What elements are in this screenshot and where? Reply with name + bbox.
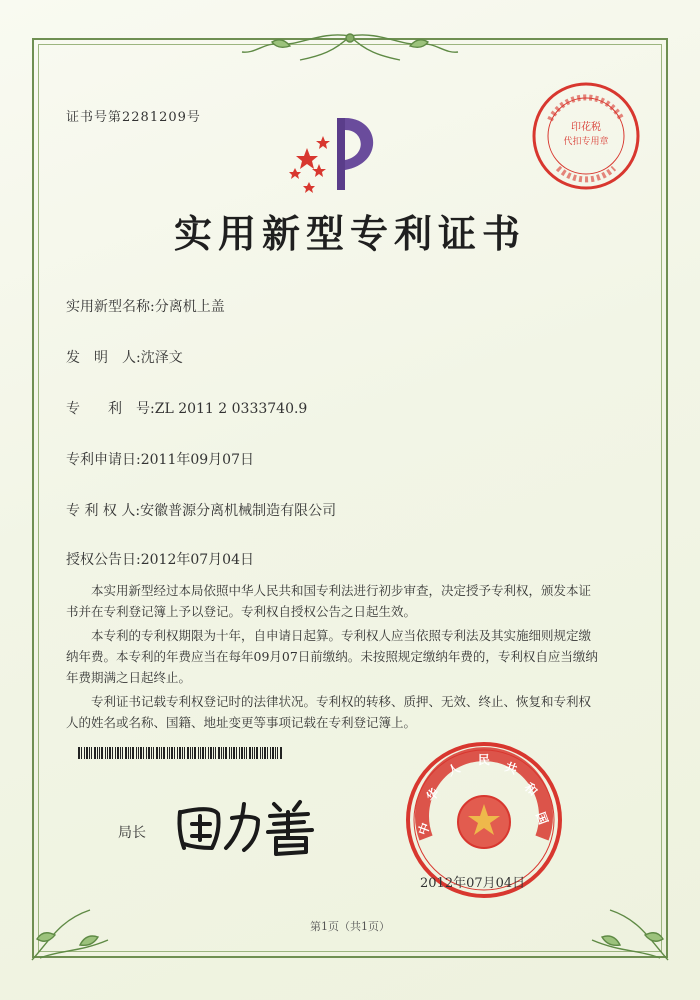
svg-text:印花税: 印花税 <box>571 122 601 133</box>
barcode-bar <box>239 747 240 759</box>
svg-text:中: 中 <box>415 820 433 838</box>
barcode-bar <box>163 747 165 759</box>
patentee-label: 专 利 权 人: <box>66 503 141 519</box>
patentee-value: 安徽普源分离机械制造有限公司 <box>140 503 337 519</box>
barcode-bar <box>125 747 127 759</box>
patent-office-logo <box>285 108 395 198</box>
top-ornament <box>230 26 470 86</box>
barcode-bar <box>81 747 82 759</box>
barcode-bar <box>153 747 154 759</box>
patentee-field <box>66 500 336 520</box>
barcode-bar <box>146 747 147 759</box>
barcode-bar <box>280 747 282 759</box>
barcode-bar <box>233 747 235 759</box>
application-date-value: 2011年09月07日 <box>140 452 254 468</box>
barcode-bar <box>117 747 119 759</box>
director-signature <box>170 790 330 860</box>
barcode-bar <box>148 747 150 759</box>
barcode-bar <box>187 747 189 759</box>
barcode-bar <box>210 747 212 759</box>
svg-text:和: 和 <box>521 780 541 799</box>
body-paragraph-3: 专利证书记载专利权登记时的法律状况。专利权的转移、质押、无效、终止、恢复和专利权人的姓名或名称、国籍、地址变更等事项记载在专利登记簿上。 <box>66 694 592 730</box>
svg-text:民: 民 <box>478 753 491 767</box>
barcode-bar <box>156 747 158 759</box>
inventor-value: 沈泽文 <box>140 350 183 366</box>
barcode-bar <box>241 747 243 759</box>
barcode-bar <box>225 747 227 759</box>
barcode-bar <box>179 747 181 759</box>
barcode-bar <box>89 747 90 759</box>
barcode-bar <box>215 747 216 759</box>
svg-text:代扣专用章: 代扣专用章 <box>563 137 609 147</box>
director-title: 局长 <box>118 825 146 841</box>
issue-date: 2012年07月04日 <box>420 876 526 891</box>
tax-stamp-seal <box>530 80 642 192</box>
barcode-bar <box>229 747 230 759</box>
barcode-bar <box>205 747 206 759</box>
barcode-bar <box>138 747 139 759</box>
barcode-bar <box>105 747 106 759</box>
barcode-bar <box>262 747 263 759</box>
barcode-bar <box>218 747 220 759</box>
barcode-bar <box>202 747 204 759</box>
patent-number-value: ZL 2011 2 0333740.9 <box>154 401 308 417</box>
barcode-bar <box>254 747 255 759</box>
barcode-bar <box>194 747 196 759</box>
barcode-bar <box>109 747 111 759</box>
grant-announcement-date-value: 2012年07月04日 <box>140 552 254 568</box>
barcode-bar <box>198 747 199 759</box>
barcode-bar <box>132 747 134 759</box>
barcode-bar <box>130 747 131 759</box>
barcode-bar <box>270 747 271 759</box>
barcode-bar <box>190 747 191 759</box>
barcode-bar <box>169 747 170 759</box>
application-date-label: 专利申请日: <box>66 452 141 468</box>
svg-text:华: 华 <box>423 785 443 804</box>
barcode-bar <box>246 747 247 759</box>
barcode-bar <box>182 747 183 759</box>
barcode-bar <box>252 747 253 759</box>
certificate-title: 实用新型专利证书 <box>173 211 526 256</box>
barcode-bar <box>244 747 245 759</box>
barcode-bar <box>107 747 108 759</box>
utility-model-name-field <box>66 296 225 316</box>
barcode-bar <box>184 747 185 759</box>
barcode-bar <box>94 747 96 759</box>
barcode-bar <box>213 747 214 759</box>
inventor-label: 发 明 人: <box>66 350 141 366</box>
barcode-bar <box>99 747 100 759</box>
barcode-bar <box>267 747 268 759</box>
body-paragraph-1: 本实用新型经过本局依照中华人民共和国专利法进行初步审查，决定授予专利权，颁发本证书并在专利登记簿上予以登记。专利权自授权公告之日起生效。 <box>66 583 592 619</box>
certificate-body <box>66 580 602 736</box>
barcode-bar <box>275 747 276 759</box>
utility-model-name-label: 实用新型名称: <box>66 299 155 315</box>
barcode-bar <box>136 747 137 759</box>
svg-text:人: 人 <box>445 760 463 779</box>
grant-announcement-date-label: 授权公告日: <box>66 552 141 568</box>
barcode-bar <box>277 747 278 759</box>
svg-text:国: 国 <box>533 810 551 827</box>
svg-text:共: 共 <box>502 759 520 777</box>
inventor-field <box>66 347 183 367</box>
barcode-bar <box>120 747 121 759</box>
barcode-bar <box>84 747 85 759</box>
barcode-bar <box>167 747 168 759</box>
barcode-bar <box>174 747 175 759</box>
barcode <box>78 747 282 759</box>
page-number: 第1页（共1页） <box>310 920 390 933</box>
barcode-bar <box>140 747 142 759</box>
barcode-bar <box>101 747 103 759</box>
utility-model-name-value: 分离机上盖 <box>154 299 225 315</box>
barcode-bar <box>151 747 152 759</box>
barcode-bar <box>112 747 113 759</box>
application-date-field <box>66 449 254 469</box>
patent-number-field <box>66 398 307 418</box>
grant-announcement-date-field <box>66 549 254 569</box>
barcode-bar <box>122 747 123 759</box>
barcode-bar <box>221 747 222 759</box>
certificate-number: 证书号第2281209号 <box>66 110 201 125</box>
barcode-bar <box>256 747 258 759</box>
barcode-bar <box>177 747 178 759</box>
barcode-bar <box>192 747 193 759</box>
barcode-bar <box>115 747 116 759</box>
barcode-bar <box>208 747 209 759</box>
barcode-bar <box>264 747 266 759</box>
body-paragraph-2: 本专利的专利权期限为十年，自申请日起算。专利权人应当依照专利法及其实施细则规定缴纳年费。本专利的年费应当在每年09月07日前缴纳。未按照规定缴纳年费的，专利权自应当缴纳年费期满之日起终止。 <box>66 628 598 685</box>
barcode-bar <box>97 747 98 759</box>
barcode-bar <box>272 747 274 759</box>
barcode-bar <box>231 747 232 759</box>
barcode-bar <box>260 747 261 759</box>
barcode-bar <box>143 747 144 759</box>
barcode-bar <box>249 747 251 759</box>
barcode-bar <box>200 747 201 759</box>
barcode-bar <box>223 747 224 759</box>
barcode-bar <box>86 747 88 759</box>
barcode-bar <box>91 747 92 759</box>
barcode-bar <box>128 747 129 759</box>
barcode-bar <box>171 747 173 759</box>
barcode-bar <box>159 747 160 759</box>
patent-number-label: 专 利 号: <box>66 401 155 417</box>
barcode-bar <box>161 747 162 759</box>
barcode-bar <box>78 747 80 759</box>
barcode-bar <box>236 747 237 759</box>
